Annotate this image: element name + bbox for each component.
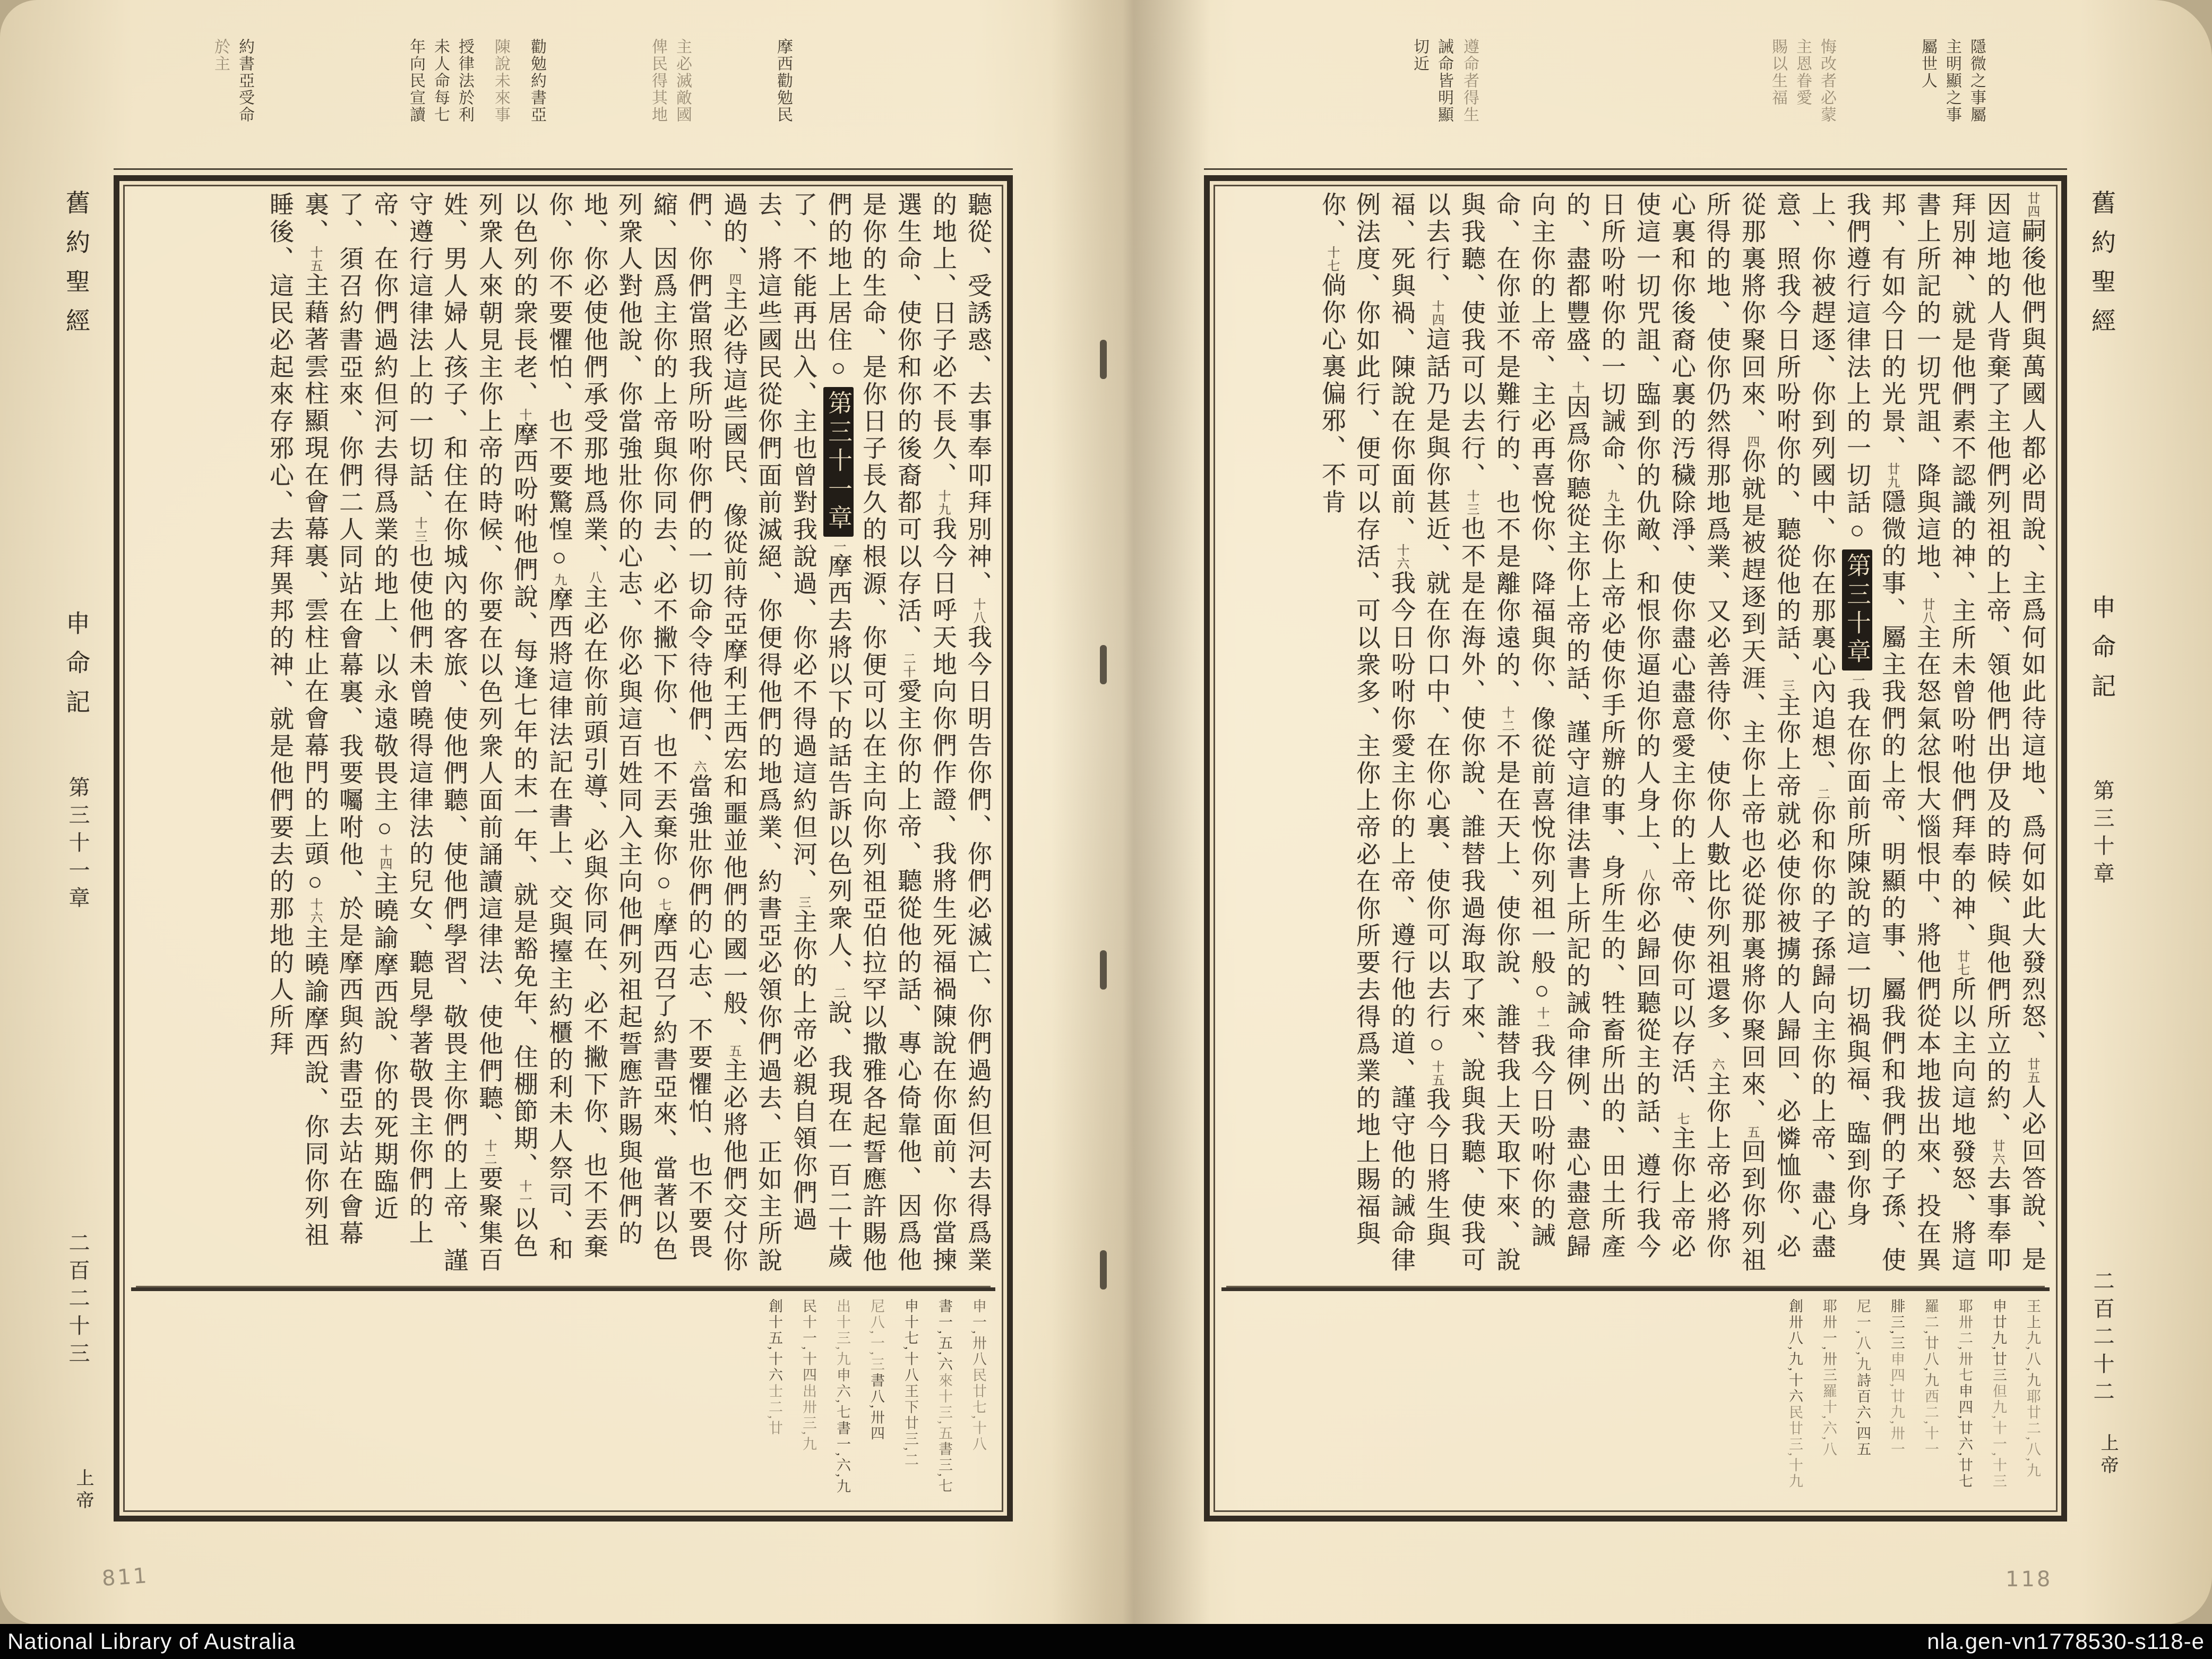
cross-reference-column: 書八,卅四 xyxy=(868,1372,884,1442)
verse-number: 十三 xyxy=(1465,489,1478,516)
cross-reference-column: 但九,十一,十三 xyxy=(1991,1383,2007,1490)
right-page-number: 二百二十二 xyxy=(2090,1270,2114,1408)
verse-number: 六 xyxy=(1710,1058,1724,1071)
cross-reference-column: 王上九,八,九 xyxy=(2025,1299,2041,1389)
margin-annotation-column: 悔改者必蒙 xyxy=(1818,38,1836,123)
cross-reference-column: 耶廿二,八,九 xyxy=(2025,1388,2041,1479)
scripture-text-run: 倘你心裏偏邪、不肯 xyxy=(1319,272,1346,516)
verse-number: 六 xyxy=(692,760,705,773)
verse-number: 廿八 xyxy=(1920,598,1934,624)
scripture-text-run: 主你上帝必將你心裏和你後裔心裏的汚穢除淨、使你盡心盡意愛主你的上帝、使你可以存活、 xyxy=(1668,192,1731,1261)
cross-reference-column: 申六,七 xyxy=(834,1367,850,1421)
scripture-text-run: 所以主向這地發怒、將這書上所記的一切咒詛、降與這地、 xyxy=(1914,192,1976,1274)
binding-stitch xyxy=(1100,645,1107,684)
scripture-text-run: 我今日吩咐你愛主你的上帝、遵行他的道、謹守他的誡命律例法度、你如此行、便可以存活、可以衆多、主你上帝必在你所要去得爲業的地上賜福與你、 xyxy=(1319,192,1415,1274)
cross-reference-column: 耶卅一,卅三 xyxy=(1821,1299,1837,1383)
scripture-text-run: 我今日吩咐你的誡命、在你並不是難行的、也不是離你遠的、 xyxy=(1493,192,1555,1250)
verse-number: 十七 xyxy=(1325,246,1339,272)
scripture-text-run: 人必回答說、是因這地的人背棄了主他們列祖的上帝、領他們出伊及的時候、與他們所立的約、 xyxy=(1984,192,2046,1274)
verse-number: 九 xyxy=(552,573,566,587)
verse-number: 十九 xyxy=(936,489,950,516)
pencil-mark-right: 118 xyxy=(2006,1567,2053,1592)
scripture-text-run: 聽從、受誘惑、去事奉叩拜別神、 xyxy=(965,192,992,598)
chapter-heading-box: 第三十章 xyxy=(1842,549,1872,671)
cross-reference-column: 西二,十一 xyxy=(1923,1388,1939,1458)
scripture-text-run: 主你上帝必使你手所辦的事、身所生的、牲畜所出的、田土所產的、盡都豐盛、 xyxy=(1563,192,1625,1261)
verse-number: 二十 xyxy=(901,652,915,678)
scripture-text-run: 隱微的事、屬主我們的上帝、明顯的事、屬我們和我們的子孫、使我們遵行這律法上的一切話○ xyxy=(1844,192,1906,1274)
cross-reference-column: 書一,六,九 xyxy=(834,1420,850,1494)
left-page-text-block xyxy=(114,175,1013,1522)
cross-reference-column: 創卅八,九,十六 xyxy=(1787,1299,1803,1405)
verse-number: 十四 xyxy=(377,844,391,871)
scripture-text-run: 愛主你的上帝、聽從他的話、專心倚靠他、因爲他是你的生命、是你日子長久的根源、你便可以在主向你列祖亞伯拉罕以撒雅各起誓應許賜他們的地上居住○ xyxy=(825,192,922,1275)
pencil-mark-left: 811 xyxy=(101,1563,150,1592)
left-page-book: 申命記 xyxy=(63,611,90,728)
verse-number: 二 xyxy=(831,986,845,1000)
scripture-text-run: 也使他們未曾曉得這律法的兒女、聽見學著敬畏主你們的上帝、在你們過約但河去得爲業的地上、以永遠敬畏主○ xyxy=(371,192,433,1247)
verse-number: 十八 xyxy=(971,598,985,624)
left-page-title: 舊約聖經 xyxy=(63,190,90,347)
scripture-text-run: 我在你面前所陳說的這一切禍與福、臨到你身上、你被趕逐、你到列國中、你在那裏心內追想、 xyxy=(1809,192,1871,1228)
scripture-text-run: 摩西召了約書亞來、當著以色列衆人對他說、你當強壯你的心志、你必與這百姓同入主向他們列祖起誓應許賜與他們的地、你必使他們承受那地爲業、 xyxy=(581,192,677,1263)
cross-reference-column: 申四,廿六,廿七 xyxy=(1957,1383,1973,1490)
scripture-text-run: 主必在你前頭引導、必與你同在、必不撇下你、也不丟棄你、你不要懼怕、也不要驚惶○ xyxy=(546,192,608,1261)
verse-number: 八 xyxy=(1640,869,1654,882)
cross-reference-column: 羅十,六,八 xyxy=(1821,1383,1837,1458)
verse-number: 九 xyxy=(1605,489,1619,503)
verse-number: 十五 xyxy=(1430,1060,1443,1087)
margin-annotation-column: 授律法於利 xyxy=(456,38,474,123)
verse-number: 五 xyxy=(727,1044,741,1058)
margin-annotation-column: 陳說未來事 xyxy=(492,38,510,123)
cross-reference-column: 出卅三,九 xyxy=(801,1383,816,1452)
verse-number: 三 xyxy=(796,896,810,909)
verse-number: 十六 xyxy=(1395,544,1408,570)
margin-annotation-column: 誡命皆明顯 xyxy=(1435,38,1453,123)
margin-annotation-column: 未人命每七 xyxy=(432,38,449,123)
cross-reference-column: 書三,七 xyxy=(936,1441,952,1494)
cross-reference-column: 腓三,三 xyxy=(1889,1299,1905,1352)
scripture-text-run: 當強壯你們的心志、不要懼怕、也不要畏縮、因爲主你的上帝與你同去、必不撇下你、也不丟棄你○ xyxy=(650,192,712,1261)
scripture-text-run: 你和你的子孫歸向主你的上帝、盡心盡意、照我今日所吩咐你的、聽從他的話、 xyxy=(1774,192,1836,1261)
verse-number: 八 xyxy=(587,571,601,584)
scripture-text-run: 主必將他們交付你們、你們當照我所吩咐你們的一切命令待他們、 xyxy=(685,192,747,1274)
cross-reference-column: 創十五,十六 xyxy=(767,1299,782,1383)
cross-reference-column: 詩百六,四五 xyxy=(1855,1372,1871,1458)
cross-reference-column: 士二,廿 xyxy=(767,1383,782,1437)
verse-number: 十三 xyxy=(412,517,426,543)
scripture-text-run: 你必歸回聽從主的話、遵行我今日所吩咐你的一切誡命、 xyxy=(1598,192,1660,1261)
scripture-text-run: 摩西將這律法記在書上、交與擡主約櫃的利未人祭司、和以色列的衆長老、 xyxy=(511,192,573,1263)
cross-reference-column: 尼一,八,九 xyxy=(1855,1299,1871,1373)
right-page-chapter: 第三十章 xyxy=(2090,779,2114,890)
verse-number: 三 xyxy=(1780,679,1794,692)
verse-number: 十二 xyxy=(1500,706,1513,733)
scripture-text-run: 不是在天上、使你說、誰替我上天取下來、說與我聽、使我可以去行、 xyxy=(1458,192,1520,1274)
cross-reference-column: 耶卅二,卅七 xyxy=(1957,1299,1973,1383)
right-page-volume: 上帝 xyxy=(2098,1433,2118,1478)
right-page-title: 舊約聖經 xyxy=(2088,190,2115,347)
margin-annotation-column: 遵命者得生 xyxy=(1461,38,1478,123)
verse-number: 四 xyxy=(1745,435,1759,449)
margin-annotation-column: 主恩眷愛 xyxy=(1794,38,1811,106)
verse-number: 廿四 xyxy=(2025,192,2039,218)
cross-reference-column: 申十七,十八 xyxy=(902,1299,918,1383)
margin-annotation-column: 約書亞受命 xyxy=(236,38,254,123)
image-id-label: nla.gen-vn1778530-s118-e xyxy=(1927,1629,2205,1654)
scripture-text-run: 我今日呼天地向你們作證、我將生死福禍陳說在你面前、你當揀選生命、使你和你的後裔都可以存活、 xyxy=(894,192,957,1274)
cross-reference-column: 申四,廿九,卅一 xyxy=(1889,1351,1905,1458)
cross-reference-column: 出十三,九 xyxy=(834,1299,850,1368)
scripture-text-run: 嗣後他們與萬國人都必問說、主爲何如此待這地、爲何如此大發烈怒、 xyxy=(2019,218,2046,1058)
verse-number: 廿六 xyxy=(1990,1139,2004,1166)
margin-annotation-column: 屬世人 xyxy=(1919,38,1936,89)
verse-number: 七 xyxy=(657,898,670,912)
scripture-text-run: 摩西吩咐他們說、每逢七年的末一年、就是豁免年、住棚節期、 xyxy=(511,422,538,1180)
scripture-text-run: 以色列衆人來朝見主你上帝的時候、你要在以色列衆人面前誦讀這律法、使他們聽、 xyxy=(476,192,538,1260)
library-name-label: National Library of Australia xyxy=(7,1629,296,1654)
scripture-text-run: 主你上帝必使這一切咒詛、臨到你的仇敵、和恨你逼迫你的人身上、 xyxy=(1633,192,1695,1261)
scripture-text-run: 主你上帝就必使你被擄的人歸回、必憐恤你、必從那裏將你聚回來、 xyxy=(1738,192,1801,1261)
chapter-heading-box: 第三十一章 xyxy=(823,387,854,537)
verse-number: 十一 xyxy=(517,1180,531,1206)
verse-number: 廿九 xyxy=(1885,462,1899,489)
binding-gutter xyxy=(1051,0,1210,1624)
verse-number: 二 xyxy=(1815,787,1829,801)
right-page-cross-references xyxy=(1221,1287,2050,1507)
margin-annotation-column: 賜以生福 xyxy=(1769,38,1787,106)
scripture-text-run: 要聚集百姓、男人婦人孩子、和住在你城內的客旅、使他們聽、使他們學習、敬畏主你們的上帝、謹守遵行這律法上的一切話、 xyxy=(406,192,503,1275)
verse-number: 十六 xyxy=(308,898,322,924)
left-page-chapter: 第三十一章 xyxy=(66,776,90,914)
verse-number: 廿七 xyxy=(1955,950,1969,976)
margin-annotation-column: 勸勉約書亞 xyxy=(528,38,546,123)
digitization-footer-bar xyxy=(0,1624,2212,1659)
verse-number: 十 xyxy=(517,408,531,422)
margin-annotation-column: 主必滅敵國 xyxy=(674,38,691,123)
scripture-text-run: 也不是在海外、使你說、誰替我過海取了來、說與我聽、使我可以去行、 xyxy=(1423,192,1485,1274)
margin-annotation-column: 主明顯之事 xyxy=(1943,38,1961,123)
binding-stitch xyxy=(1100,1250,1107,1290)
margin-annotation-column: 隱微之事屬 xyxy=(1968,38,1985,123)
cross-reference-column: 羅二,廿八,九 xyxy=(1923,1299,1939,1389)
cross-reference-column: 王下廿三,二 xyxy=(902,1383,918,1468)
cross-reference-column: 民廿三,十九 xyxy=(1787,1404,1803,1490)
cross-reference-column: 來十三,五 xyxy=(936,1372,952,1442)
margin-annotation-column: 年向民宣讀 xyxy=(407,38,425,123)
verse-number: 十一 xyxy=(1535,1007,1548,1033)
scripture-text-run: 主你的上帝必親自領你們過去、將這些國民從你們面前滅絕、你便得他們的地爲業、約書亞必領你們過去、正如主所說過的、 xyxy=(720,192,817,1275)
scripture-text-run: 主藉著雲柱顯現在會幕裏、雲柱止在會幕門的上頭○ xyxy=(302,272,329,898)
margin-annotation-column: 摩西勸勉民 xyxy=(774,38,792,123)
cross-reference-column: 書一,五,六 xyxy=(936,1299,952,1373)
verse-number: 廿五 xyxy=(2025,1058,2039,1084)
left-page-number: 二百二十三 xyxy=(66,1232,90,1370)
scripture-text-run: 主曉諭摩西說、你同你列祖睡後、這民必起來存邪心、去拜異邦的神、就是他們要去的那地的人所拜 xyxy=(266,192,329,1249)
scripture-text-run: 主必待這些國民、像從前待亞摩利王西宏和噩並他們的國一般、 xyxy=(720,286,747,1044)
left-page-volume: 上帝 xyxy=(73,1468,93,1513)
scripture-text-run: 去事奉叩拜別神、就是他們素不認識的神、主所未曾吩咐他們拜奉的神、 xyxy=(1949,192,2011,1274)
scripture-text-run: 說、我現在一百二十歲了、不能再出入、主也曾對我說過、你必不得過這約但河、 xyxy=(790,192,852,1270)
left-page-body-text xyxy=(131,192,995,1276)
scripture-text-run: 主在怒氣忿恨大惱恨中、將他們從本地拔出來、投在異邦、有如今日的光景、 xyxy=(1879,192,1941,1274)
cross-reference-column: 民廿七,十八 xyxy=(970,1367,986,1452)
right-page-book: 申命記 xyxy=(2088,595,2115,712)
verse-number: 五 xyxy=(1745,1125,1759,1139)
scripture-text-run: 你就是被趕逐到天涯、主你上帝也必從那裏將你聚回來、 xyxy=(1738,449,1766,1125)
cross-reference-column: 民十一,十四 xyxy=(801,1299,816,1383)
scripture-text-run: 因爲你聽從主你上帝的話、謹守這律法書上所記的誡命律例、盡心盡意歸向主你的上帝、主必再喜悅你、降福與你、像從前喜悅你列祖一般○ xyxy=(1528,192,1590,1261)
scripture-text-run: 這話乃是與你甚近、就在你口中、在你心裏、使你可以去行○ xyxy=(1423,326,1450,1060)
verse-number: 十 xyxy=(1570,381,1583,394)
right-page-body-text xyxy=(1221,192,2050,1276)
right-page-text-block xyxy=(1204,175,2067,1522)
verse-number: 十五 xyxy=(308,246,322,272)
verse-number: 一 xyxy=(831,540,845,553)
scripture-text-run: 我今日明告你們、你們必滅亡、你們過約但河去得爲業的地上、日子必不長久、 xyxy=(929,192,992,1274)
margin-annotation-column: 切近 xyxy=(1411,38,1428,72)
verse-number: 十四 xyxy=(1430,300,1443,326)
margin-annotation-column: 俾民得其地 xyxy=(649,38,667,123)
margin-annotation-column: 於主 xyxy=(212,38,229,72)
cross-reference-column: 尼八,一,三 xyxy=(868,1299,884,1373)
scripture-text-run: 回到你列祖所得的地、使你仍然得那地爲業、又必善待你、使你人數比你列祖還多、 xyxy=(1703,192,1766,1274)
binding-stitch xyxy=(1100,340,1107,379)
cross-reference-column: 申廿九,廿三 xyxy=(1991,1299,2007,1383)
scripture-text-run: 主曉諭摩西說、你的死期臨近了、須召約書亞來、你們二人同站在會幕裏、我要囑咐他、於是摩西與約書亞去站在會幕裏、 xyxy=(302,192,398,1248)
cross-reference-column: 申一,卅八 xyxy=(970,1299,986,1368)
scripture-text-run: 摩西去將以下的話告訴以色列衆人、 xyxy=(825,553,852,986)
scripture-text-run: 我今日將生與福、死與禍、陳說在你面前、 xyxy=(1388,192,1450,1249)
verse-number: 七 xyxy=(1675,1112,1689,1125)
verse-number: 四 xyxy=(727,273,741,286)
verse-number: 一 xyxy=(1850,674,1864,687)
left-page-cross-references xyxy=(131,1287,995,1507)
binding-stitch xyxy=(1100,950,1107,990)
verse-number: 十二 xyxy=(482,1139,496,1166)
